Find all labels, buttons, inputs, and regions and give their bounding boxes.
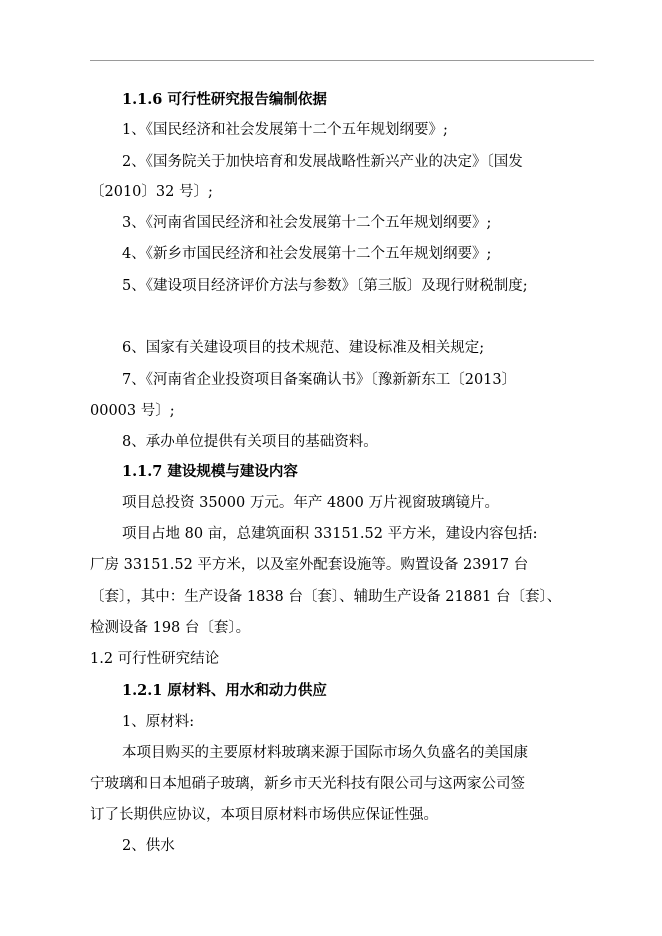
paragraph-line: 宁玻璃和日本旭硝子玻璃，新乡市天光科技有限公司与这两家公司签 (90, 776, 525, 792)
list-item: 1、《国民经济和社会发展第十二个五年规划纲要》; (122, 122, 448, 138)
list-item: 2、《国务院关于加快培育和发展战略性新兴产业的决定》〔国发 (122, 154, 523, 170)
paragraph-line: 项目占地 80 亩，总建筑面积 33151.52 平方米，建设内容包括: (122, 526, 538, 542)
section-heading-1-1-6: 1.1.6 可行性研究报告编制依据 (122, 91, 327, 108)
section-heading-1-2-1: 1.2.1 原材料、用水和动力供应 (122, 682, 327, 699)
header-rule (90, 60, 594, 61)
list-item: 4、《新乡市国民经济和社会发展第十二个五年规划纲要》; (122, 246, 492, 262)
paragraph-line: 厂房 33151.52 平方米，以及室外配套设施等。购置设备 23917 台 (90, 557, 529, 573)
section-heading-1-1-7: 1.1.7 建设规模与建设内容 (122, 463, 298, 480)
list-item: 8、承办单位提供有关项目的基础资料。 (122, 434, 378, 450)
list-item: 6、国家有关建设项目的技术规范、建设标准及相关规定; (122, 340, 485, 356)
subheading-raw-materials: 1、原材料: (122, 714, 195, 730)
list-item: 3、《河南省国民经济和社会发展第十二个五年规划纲要》; (122, 215, 492, 231)
subheading-water-supply: 2、供水 (122, 838, 175, 854)
paragraph-line: 本项目购买的主要原材料玻璃来源于国际市场久负盛名的美国康 (122, 745, 528, 761)
list-item-continuation: 〔2010〕32 号〕; (90, 184, 213, 200)
paragraph-line: 检测设备 198 台〔套〕。 (90, 620, 251, 636)
paragraph-line: 〔套〕，其中：生产设备 1838 台〔套〕、辅助生产设备 21881 台〔套〕、 (90, 589, 562, 605)
list-item: 7、《河南省企业投资项目备案确认书》〔豫新新东工〔2013〕 (122, 372, 517, 388)
paragraph-line: 订了长期供应协议，本项目原材料市场供应保证性强。 (90, 807, 438, 823)
section-heading-1-2: 1.2 可行性研究结论 (90, 651, 220, 667)
list-item-continuation: 00003 号〕; (90, 403, 175, 419)
paragraph-line: 项目总投资 35000 万元。年产 4800 万片视窗玻璃镜片。 (122, 495, 499, 511)
list-item: 5、《建设项目经济评价方法与参数》〔第三版〕及现行财税制度; (122, 278, 528, 294)
